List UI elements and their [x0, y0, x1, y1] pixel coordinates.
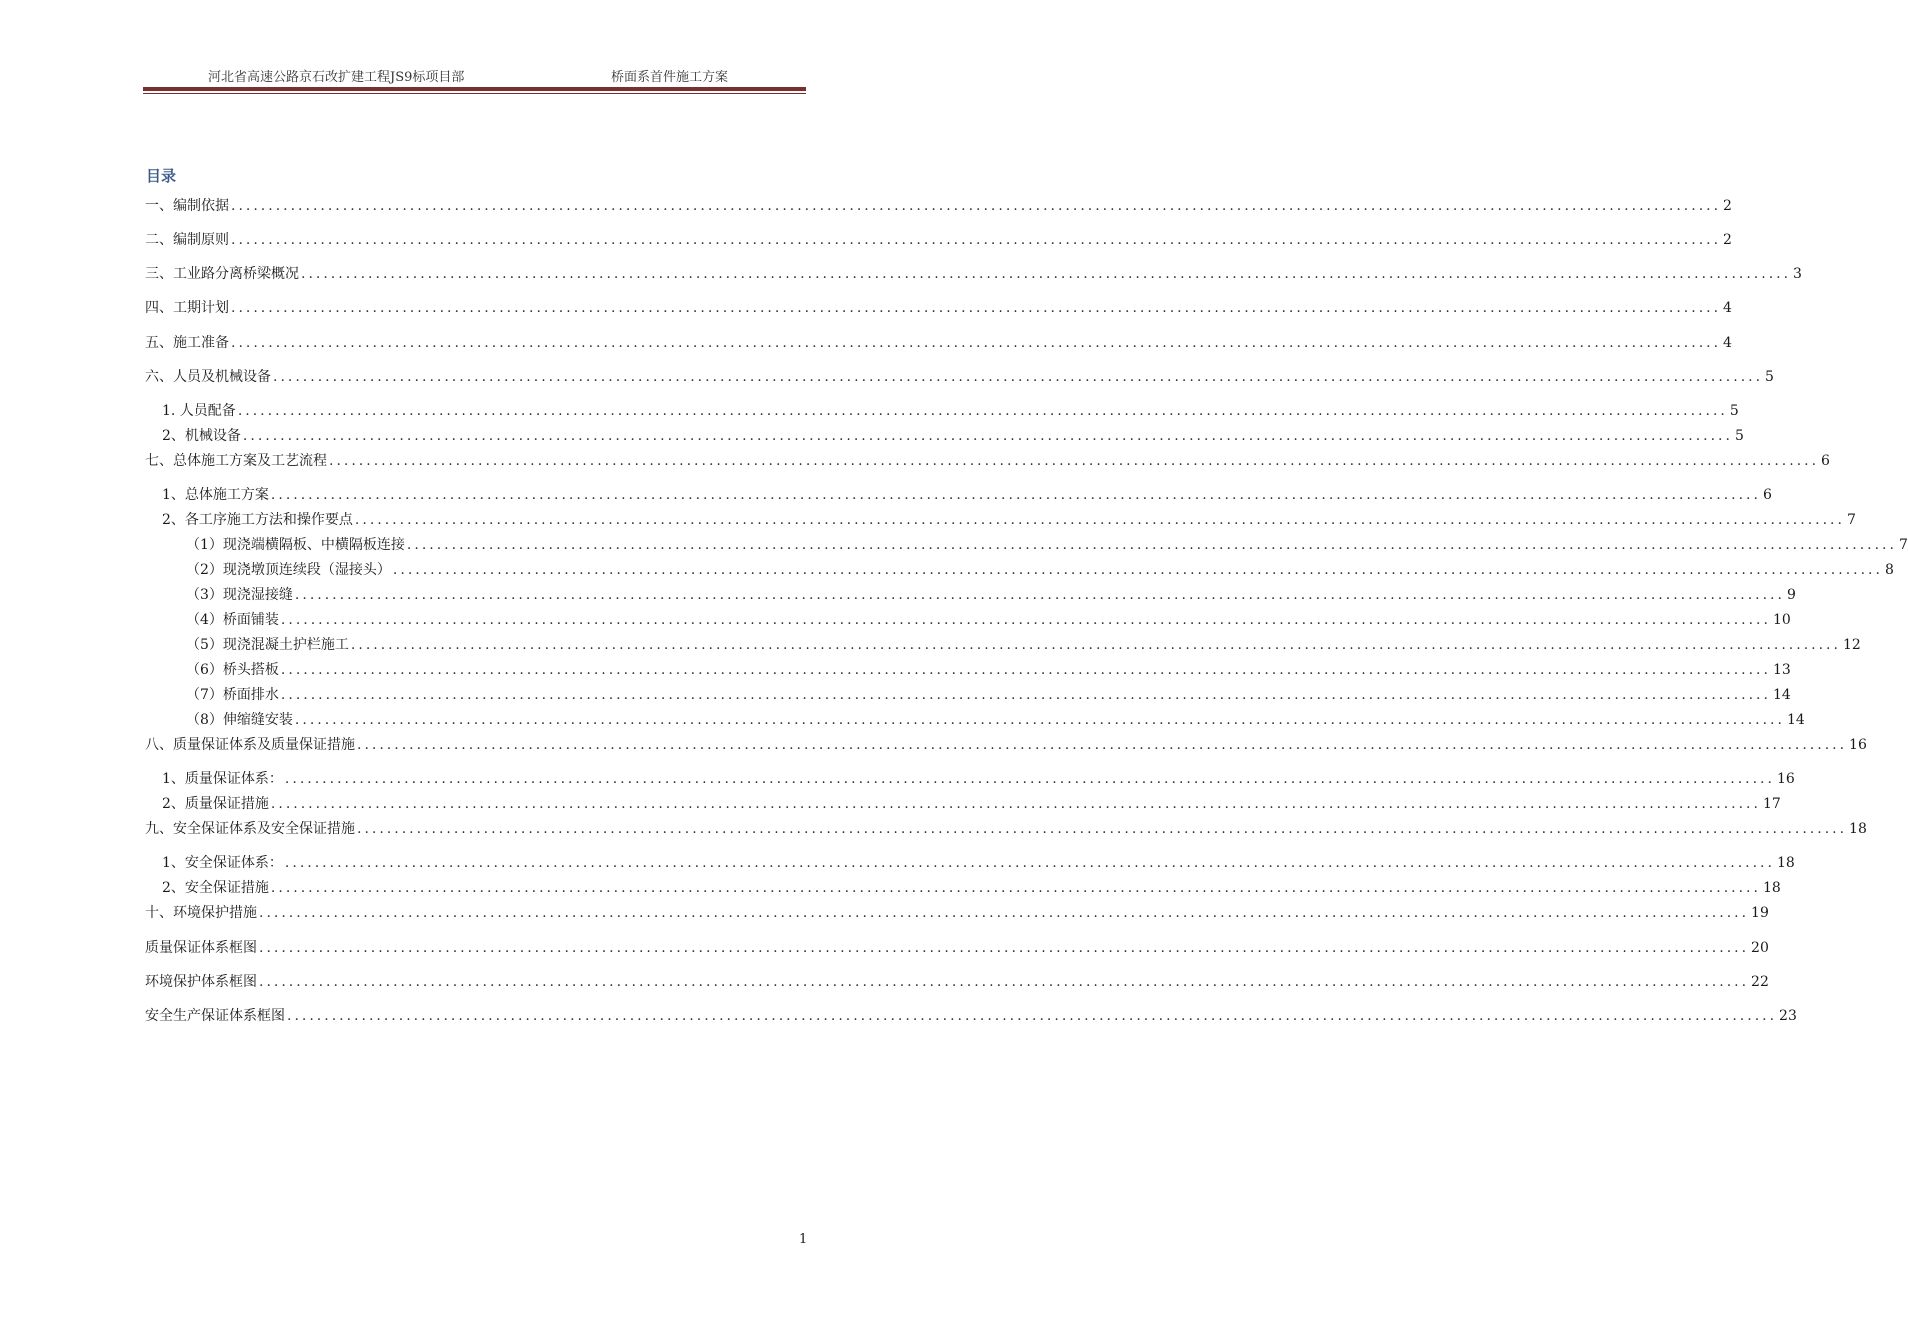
toc-entry-text: 2、质量保证措施: [162, 796, 269, 812]
toc-entry[interactable]: [145, 230, 1732, 250]
toc-entry[interactable]: [145, 333, 1732, 353]
toc-entry-page: 7: [1898, 537, 1908, 553]
toc-entry[interactable]: [162, 510, 1856, 530]
toc-entry-text: （4）桥面铺装: [186, 612, 279, 628]
toc-leader-dots: ........................................................................................................................................................................................................: [392, 562, 1883, 578]
toc-entry[interactable]: [145, 451, 1830, 471]
toc-leader-dots: ........................................................................................................................................................................................................: [270, 796, 1761, 812]
page-number: 1: [799, 1232, 808, 1247]
toc-entry[interactable]: [186, 635, 1861, 655]
toc-entry-text: 二、编制原则: [145, 232, 229, 248]
toc-entry-text: 八、质量保证体系及质量保证措施: [145, 737, 355, 753]
toc-entry-text: 五、施工准备: [145, 335, 229, 351]
toc-entry-text: 2、各工序施工方法和操作要点: [162, 512, 353, 528]
toc-entry[interactable]: [145, 819, 1867, 839]
header-rule-thick: [143, 87, 806, 91]
toc-entry-text: 1、总体施工方案: [162, 487, 269, 503]
toc-entry-page: 4: [1723, 300, 1732, 316]
toc-leader-dots: ........................................................................................................................................................................................................: [259, 974, 1750, 990]
toc-entry-text: 十、环境保护措施: [145, 905, 257, 921]
toc-entry-text: （6）桥头搭板: [186, 662, 279, 678]
toc-entry-page: 19: [1751, 905, 1769, 921]
toc-leader-dots: ........................................................................................................................................................................................................: [357, 737, 1848, 753]
toc-entry-page: 14: [1786, 712, 1805, 728]
toc-entry-page: 13: [1772, 662, 1791, 678]
toc-entry-text: 1、安全保证体系：: [162, 855, 283, 871]
toc-entry[interactable]: [162, 426, 1744, 446]
toc-entry-text: 2、机械设备: [162, 428, 241, 444]
toc-entry-text: 七、总体施工方案及工艺流程: [145, 453, 327, 469]
toc-leader-dots: ........................................................................................................................................................................................................: [259, 940, 1750, 956]
toc-entry-text: 1. 人员配备: [162, 403, 236, 419]
toc-leader-dots: ........................................................................................................................................................................................................: [406, 537, 1897, 553]
toc-entry-page: 17: [1762, 796, 1781, 812]
toc-entry-page: 22: [1751, 974, 1769, 990]
toc-entry-page: 8: [1884, 562, 1894, 578]
toc-entry-page: 10: [1772, 612, 1791, 628]
toc-entry[interactable]: [145, 903, 1769, 923]
toc-entry-page: 20: [1751, 940, 1769, 956]
toc-entry-page: 18: [1776, 855, 1795, 871]
toc-entry-text: （3）现浇湿接缝: [186, 587, 293, 603]
toc-entry-text: （7）桥面排水: [186, 687, 279, 703]
toc-entry-page: 7: [1846, 512, 1856, 528]
toc-leader-dots: ........................................................................................................................................................................................................: [270, 487, 1761, 503]
toc-leader-dots: ........................................................................................................................................................................................................: [301, 266, 1792, 282]
toc-entry[interactable]: [145, 367, 1774, 387]
toc-entry-text: （1）现浇端横隔板、中横隔板连接: [186, 537, 405, 553]
page-header: [143, 66, 806, 86]
toc-entry-page: 18: [1762, 880, 1781, 896]
toc-entry[interactable]: [186, 660, 1791, 680]
toc-leader-dots: ........................................................................................................................................................................................................: [287, 1008, 1778, 1024]
toc-entry-text: （8）伸缩缝安装: [186, 712, 293, 728]
toc-entry-page: 2: [1723, 198, 1732, 214]
toc-title: 目录: [146, 167, 177, 185]
toc-entry-text: 环境保护体系框图: [145, 974, 257, 990]
toc-entry-page: 16: [1776, 771, 1795, 787]
toc-entry-text: 安全生产保证体系框图: [145, 1008, 285, 1024]
header-project-name: 河北省高速公路京石改扩建工程JS9标项目部: [208, 70, 465, 85]
toc-entry-page: 6: [1762, 487, 1772, 503]
toc-entry-text: 质量保证体系框图: [145, 940, 257, 956]
toc-entry-text: 三、工业路分离桥梁概况: [145, 266, 299, 282]
toc-leader-dots: ........................................................................................................................................................................................................: [354, 512, 1845, 528]
toc-entry-page: 12: [1842, 637, 1861, 653]
toc-entry[interactable]: [162, 794, 1781, 814]
toc-entry-page: 5: [1734, 428, 1744, 444]
toc-entry[interactable]: [186, 685, 1791, 705]
toc-leader-dots: ........................................................................................................................................................................................................: [231, 198, 1722, 214]
toc-entry[interactable]: [186, 535, 1908, 555]
toc-entry[interactable]: [145, 264, 1802, 284]
toc-entry-page: 4: [1723, 335, 1732, 351]
toc-leader-dots: ........................................................................................................................................................................................................: [237, 403, 1728, 419]
toc-leader-dots: ........................................................................................................................................................................................................: [259, 905, 1750, 921]
toc-entry[interactable]: [186, 610, 1791, 630]
toc-leader-dots: ........................................................................................................................................................................................................: [231, 232, 1722, 248]
toc-leader-dots: ........................................................................................................................................................................................................: [231, 335, 1722, 351]
toc-leader-dots: ........................................................................................................................................................................................................: [284, 771, 1775, 787]
toc-entry-text: （5）现浇混凝土护栏施工: [186, 637, 349, 653]
toc-entry[interactable]: [145, 735, 1867, 755]
toc-entry-page: 23: [1779, 1008, 1797, 1024]
toc-entry[interactable]: [186, 710, 1805, 730]
toc-entry-page: 18: [1849, 821, 1867, 837]
header-rule-thin: [143, 93, 806, 94]
toc-leader-dots: ........................................................................................................................................................................................................: [357, 821, 1848, 837]
toc-entry-text: 1、质量保证体系：: [162, 771, 283, 787]
toc-entry[interactable]: [162, 485, 1772, 505]
toc-entry[interactable]: [145, 972, 1769, 992]
toc-leader-dots: ........................................................................................................................................................................................................: [280, 687, 1771, 703]
header-document-title: 桥面系首件施工方案: [611, 70, 729, 85]
toc-entry-text: 四、工期计划: [145, 300, 229, 316]
toc-entry-text: 九、安全保证体系及安全保证措施: [145, 821, 355, 837]
toc-entry[interactable]: [162, 878, 1781, 898]
toc-entry[interactable]: [162, 853, 1795, 873]
toc-leader-dots: ........................................................................................................................................................................................................: [350, 637, 1841, 653]
toc-leader-dots: ........................................................................................................................................................................................................: [294, 587, 1785, 603]
toc-entry-page: 5: [1729, 403, 1739, 419]
toc-entry-page: 3: [1793, 266, 1802, 282]
toc-entry-text: （2）现浇墩顶连续段（湿接头）: [186, 562, 391, 578]
toc-entry[interactable]: [186, 560, 1894, 580]
toc-entry[interactable]: [145, 298, 1732, 318]
toc-entry-page: 14: [1772, 687, 1791, 703]
toc-entry[interactable]: [162, 769, 1795, 789]
toc-entry-page: 9: [1786, 587, 1796, 603]
toc-entry-page: 5: [1765, 369, 1774, 385]
toc-entry-page: 2: [1723, 232, 1732, 248]
toc-leader-dots: ........................................................................................................................................................................................................: [270, 880, 1761, 896]
toc-entry[interactable]: [186, 585, 1796, 605]
toc-leader-dots: ........................................................................................................................................................................................................: [231, 300, 1722, 316]
toc-entry[interactable]: [162, 401, 1739, 421]
toc-entry[interactable]: [145, 938, 1769, 958]
toc-entry-page: 16: [1849, 737, 1867, 753]
toc-leader-dots: ........................................................................................................................................................................................................: [242, 428, 1733, 444]
toc-leader-dots: ........................................................................................................................................................................................................: [329, 453, 1820, 469]
toc-entry-text: 2、安全保证措施: [162, 880, 269, 896]
toc-leader-dots: ........................................................................................................................................................................................................: [284, 855, 1775, 871]
toc-entry[interactable]: [145, 196, 1732, 216]
toc-leader-dots: ........................................................................................................................................................................................................: [273, 369, 1764, 385]
toc-leader-dots: ........................................................................................................................................................................................................: [280, 662, 1771, 678]
toc-leader-dots: ........................................................................................................................................................................................................: [294, 712, 1785, 728]
toc-entry[interactable]: [145, 1006, 1797, 1026]
toc-entry-text: 一、编制依据: [145, 198, 229, 214]
toc-entry-page: 6: [1821, 453, 1830, 469]
toc-leader-dots: ........................................................................................................................................................................................................: [280, 612, 1771, 628]
toc-entry-text: 六、人员及机械设备: [145, 369, 271, 385]
